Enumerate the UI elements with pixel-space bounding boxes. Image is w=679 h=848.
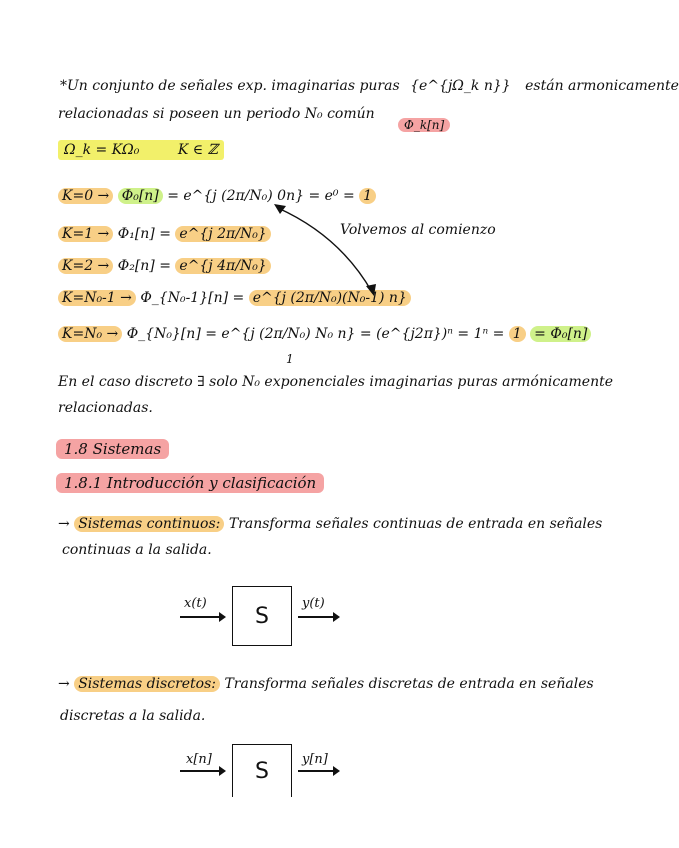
case-expr-2: e^{j 4π/N₀} [175, 258, 270, 274]
discrete-line-2: discretas a la salida. [60, 708, 206, 724]
case-expr-4: (e^{j2π})ⁿ = 1ⁿ = [376, 326, 505, 342]
continuous-output-label: y(t) [302, 596, 325, 611]
case-phi-2: Φ₂[n] = [117, 258, 171, 274]
case-phi-0: Φ₀[n] [118, 188, 163, 204]
continuous-line-1: → Sistemas continuos: Transforma señales continuas de entrada en señales [58, 516, 603, 532]
case-row-2 [58, 258, 271, 274]
case-k-0: K=0 → [58, 188, 113, 204]
intro-text-prefix: *Un conjunto de señales exp. imaginarias puras [60, 78, 400, 94]
case-expr-0: = e^{j (2π/N₀) 0n} = e⁰ = [167, 188, 355, 204]
discrete-input-label: x[n] [186, 752, 212, 767]
discrete-system-box [232, 744, 292, 797]
continuous-label: Sistemas continuos: [74, 516, 224, 532]
relation-highlight [58, 140, 224, 160]
continuous-input-label: x(t) [184, 596, 207, 611]
conclusion-line-1: En el caso discreto ∃ solo N₀ exponenciales imaginarias puras armónicamente [58, 374, 613, 390]
case-k-2: K=2 → [58, 258, 113, 274]
case-k-1-label: K=1 → [58, 226, 113, 242]
intro-tag: Φ_k[n] [398, 118, 450, 132]
subsection-title: 1.8.1 Introducción y clasificación [56, 473, 324, 493]
discrete-output-label: y[n] [302, 752, 328, 767]
discrete-line-1: → Sistemas discretos: Transforma señales discretas de entrada en señales [58, 676, 594, 692]
case-k-4: K=N₀ → [58, 326, 122, 342]
section-title: 1.8 Sistemas [56, 439, 169, 459]
case-row-4 [58, 326, 591, 342]
subsection-heading [56, 474, 324, 492]
case-expr-3: e^{j (2π/N₀)(N₀-1) n} [249, 290, 411, 306]
case-final-4: = Φ₀[n] [530, 326, 591, 342]
conclusion-line-2: relacionadas. [58, 400, 153, 416]
intro-line-1 [60, 78, 679, 94]
case-row-1 [58, 226, 271, 242]
continuous-input-arrow-icon [180, 616, 224, 618]
case-phi-4: Φ_{N₀}[n] = e^{j (2π/N₀) N₀ n} = [126, 326, 372, 342]
annotation-text: Volvemos al comienzo [340, 222, 496, 238]
discrete-box-label: S [255, 758, 269, 784]
discrete-label: Sistemas discretos: [74, 676, 220, 692]
loop-arrow-icon [270, 196, 390, 306]
relation-domain: K ∈ ℤ [177, 142, 218, 158]
section-heading [56, 440, 169, 458]
case-result-0: 1 [359, 188, 376, 204]
intro-text-suffix: están armonicamente [525, 78, 679, 94]
discrete-text-1: Transforma señales discretas de entrada en señales [224, 676, 594, 692]
underbrace-label: 1 [286, 352, 294, 366]
relation-formula: Ω_k = KΩ₀ [64, 142, 140, 158]
continuous-text-1: Transforma señales continuas de entrada en señales [228, 516, 603, 532]
continuous-box-label: S [255, 603, 269, 629]
discrete-output-arrow-icon [298, 770, 338, 772]
intro-line-2: relacionadas si poseen un periodo N₀ común [58, 106, 375, 122]
continuous-system-box [232, 586, 292, 646]
case-phi-1: Φ₁[n] = [117, 226, 171, 242]
discrete-input-arrow-icon [180, 770, 224, 772]
intro-set: {e^{jΩ_k n}} [410, 78, 511, 94]
case-phi-3: Φ_{N₀-1}[n] = [140, 290, 245, 306]
relation-row [58, 142, 224, 158]
case-expr-1: e^{j 2π/N₀} [175, 226, 270, 242]
case-k-3: K=N₀-1 → [58, 290, 136, 306]
continuous-output-arrow-icon [298, 616, 338, 618]
continuous-line-2: continuas a la salida. [62, 542, 212, 558]
case-result-4: 1 [509, 326, 526, 342]
